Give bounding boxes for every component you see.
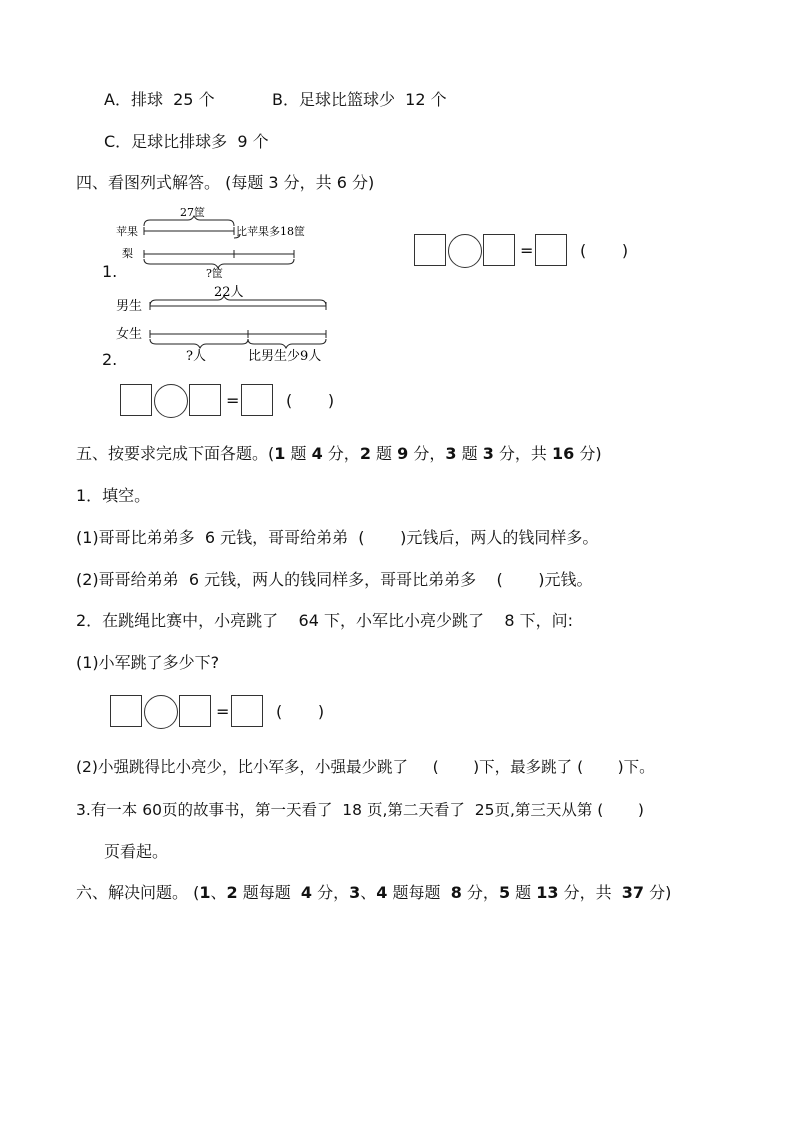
q2-equation: [120, 384, 360, 418]
section6-heading: 六、解决问题。 (1、2 题每题 4 分，3、4 题每题 8 分，5 题 13 分，共 37 分): [76, 883, 672, 902]
q2-number: 2.: [102, 350, 118, 369]
q2-row1-label: 男生: [116, 299, 143, 314]
s5-equals-sign: =: [216, 702, 230, 721]
q2-less-brace: [248, 339, 326, 348]
q1-equation: [414, 234, 644, 268]
s5-result-box[interactable]: [231, 695, 263, 727]
q2-unknown-brace: [150, 339, 248, 348]
q1-extra-label: 比苹果多18筐: [236, 225, 305, 238]
choice-b: B．足球比篮球少 12 个: [272, 90, 447, 109]
q2-result-box[interactable]: [241, 384, 273, 416]
q1-unit-blank[interactable]: ( ): [580, 241, 629, 260]
s5-q2-title: 2．在跳绳比赛中，小亮跳了 64 下，小军比小亮少跳了 8 下，问:: [76, 611, 573, 630]
section5-heading: 五、按要求完成下面各题。(1 题 4 分，2 题 9 分，3 题 3 分，共 16 分): [76, 444, 602, 463]
s5-q1-2: (2)哥哥给弟弟 6 元钱，两人的钱同样多，哥哥比弟弟多 ( )元钱。: [76, 570, 593, 589]
q1-equals-sign: =: [520, 241, 534, 260]
q2-equals-sign: =: [226, 391, 240, 410]
q1-answer-box-1[interactable]: [414, 234, 446, 266]
q1-answer-box-2[interactable]: [483, 234, 515, 266]
s5-q3-line1: 3.有一本 60页的故事书，第一天看了 18 页,第二天看了 25页,第三天从第 ( ): [76, 801, 644, 819]
s5-q2-1: (1)小军跳了多少下?: [76, 653, 220, 672]
choice-a: A．排球 25 个: [104, 90, 215, 109]
s5-q2-1-equation: [110, 695, 350, 729]
q1-number: 1.: [102, 262, 118, 281]
s5-q2-2: (2)小强跳得比小亮少，比小军多，小强最少跳了 ( )下，最多跳了 ( )下。: [76, 758, 655, 776]
s5-unit-blank[interactable]: ( ): [276, 702, 325, 721]
section4-heading: 四、看图列式解答。 (每题 3 分，共 6 分): [76, 173, 375, 192]
q2-answer-box-1[interactable]: [120, 384, 152, 416]
q1-row2-label: 梨: [122, 247, 133, 260]
s5-answer-box-1[interactable]: [110, 695, 142, 727]
s5-q3-line2: 页看起。: [104, 842, 169, 861]
q1-top-label: 27筐: [180, 206, 205, 219]
q1-row1-label: 苹果: [116, 225, 138, 238]
q1-operator-circle[interactable]: [448, 234, 482, 268]
q2-unknown-label: ?人: [186, 349, 206, 364]
s5-answer-box-2[interactable]: [179, 695, 211, 727]
s5-q1-1: (1)哥哥比弟弟多 6 元钱，哥哥给弟弟 ( )元钱后，两人的钱同样多。: [76, 528, 599, 547]
q2-answer-box-2[interactable]: [189, 384, 221, 416]
q2-less-label: 比男生少9人: [248, 349, 322, 364]
q2-top-label: 22人: [214, 285, 244, 300]
q2-unit-blank[interactable]: ( ): [286, 391, 335, 410]
s5-q1-title: 1．填空。: [76, 486, 151, 505]
s5-operator-circle[interactable]: [144, 695, 178, 729]
q2-line-diagram: [114, 282, 330, 366]
q2-row2-label: 女生: [116, 327, 143, 342]
choice-c: C．足球比排球多 9 个: [104, 132, 269, 151]
q1-line-diagram: [114, 204, 314, 278]
q1-bottom-label: ?筐: [206, 267, 223, 278]
q2-operator-circle[interactable]: [154, 384, 188, 418]
q1-result-box[interactable]: [535, 234, 567, 266]
